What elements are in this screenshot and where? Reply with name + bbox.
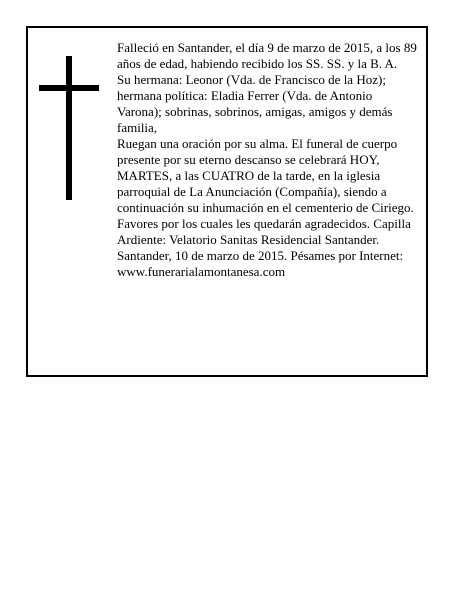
funeral-details: Ruegan una oración por su alma. El funeral de cuerpo presente por su eterno descanso se celebrará HOY, MARTES, a las CUATRO de la tarde, en la iglesia parroquial de La Anunciación (Compañía), siendo a continuación su inhumación en el cementerio de Ciriego. Favores por los cuales les quedarán agradecidos. Capilla Ardiente: Velatorio Sanitas Residencial Santander. xyxy=(117,136,414,247)
family-list: Su hermana: Leonor (Vda. de Francisco de la Hoz); hermana política: Eladia Ferrer (Vda. de Antonio Varona); sobrinas, sobrinos, amigas, amigos y demás familia, xyxy=(117,72,393,135)
obituary-notice xyxy=(26,26,428,377)
cross-horizontal-bar xyxy=(39,85,99,91)
date-and-condolences: Santander, 10 de marzo de 2015. Pésames por Internet: www.funerarialamontanesa.com xyxy=(117,248,404,279)
death-announcement: Falleció en Santander, el día 9 de marzo de 2015, a los 89 años de edad, habiendo recibido los SS. SS. y la B. A. xyxy=(117,40,417,71)
cross-icon xyxy=(39,56,99,200)
obituary-text xyxy=(117,40,417,280)
cross-vertical-bar xyxy=(66,56,72,200)
